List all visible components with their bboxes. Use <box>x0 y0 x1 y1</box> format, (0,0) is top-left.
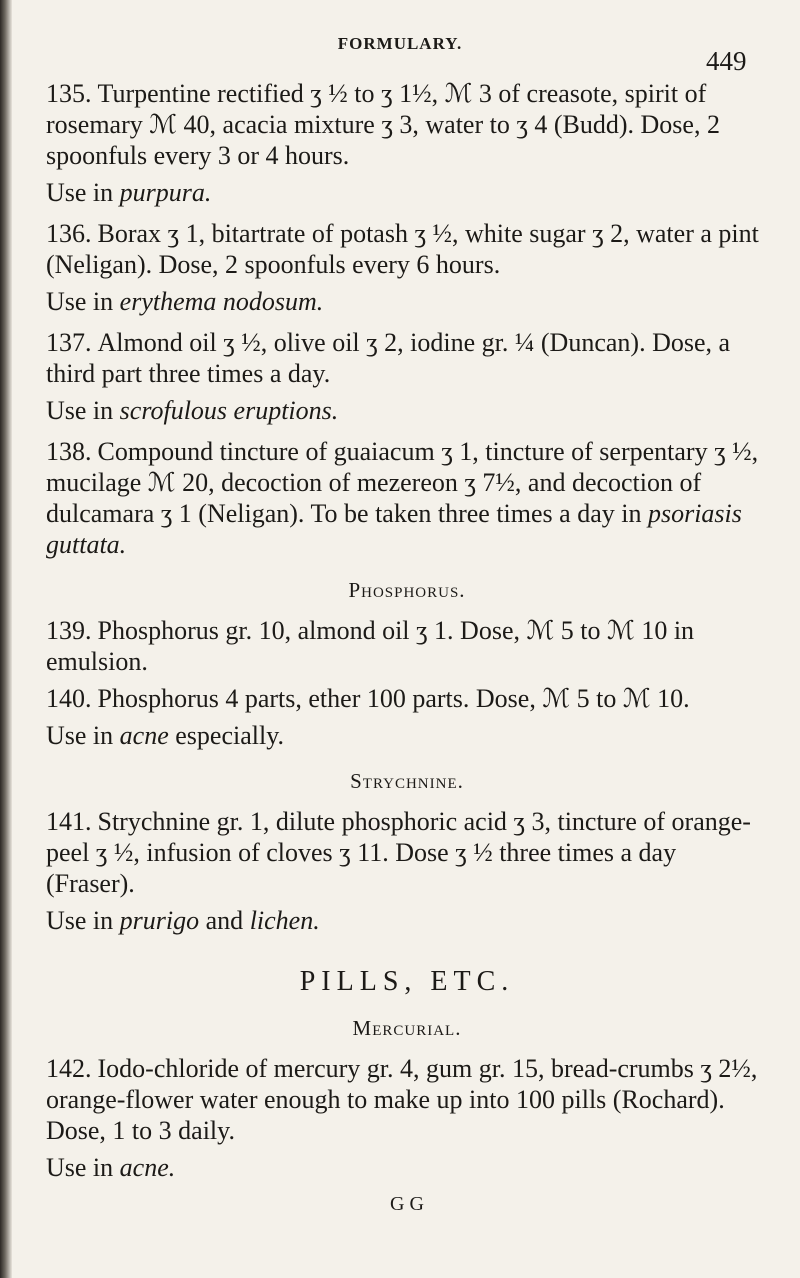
entry-text: Almond oil ʒ ½, olive oil ʒ 2, iodine gr. ¼ (Duncan). Dose, a third part three times a day. <box>46 328 731 388</box>
use-term: purpura. <box>119 178 212 207</box>
formula-entry <box>46 327 768 389</box>
formula-entry <box>46 1053 768 1146</box>
entry-number: 137. <box>46 328 92 357</box>
entry-number: 139. <box>46 616 92 645</box>
entry-text: Strychnine gr. 1, dilute phosphoric acid ʒ 3, tincture of orange-peel ʒ ½, infusion of cloves ʒ 11. Dose ʒ ½ three times a day (Fraser). <box>46 807 751 898</box>
use-term: prurigo <box>119 906 200 935</box>
entry-number: 141. <box>46 807 92 836</box>
entry-number: 136. <box>46 219 92 248</box>
use-line <box>46 286 768 317</box>
running-header: FORMULARY. <box>337 34 463 53</box>
entry-number: 142. <box>46 1054 92 1083</box>
entry-text: Iodo-chloride of mercury gr. 4, gum gr. 15, bread-crumbs ʒ 2½, orange-flower water enough to make up into 100 pills (Rochard). Dose, 1 to 3 daily. <box>46 1054 758 1145</box>
use-term: scrofulous eruptions. <box>119 396 339 425</box>
entry-number: 135. <box>46 79 92 108</box>
page-number: 449 <box>706 46 747 76</box>
use-term: erythema nodosum. <box>119 287 324 316</box>
document-body <box>46 78 768 1216</box>
use-line <box>46 1152 768 1183</box>
entry-text: Compound tincture of guaiacum ʒ 1, tincture of serpentary ʒ ½, mucilage ℳ 20, decoction of mezereon ʒ 7½, and decoction of dulcamara ʒ 1 (Neligan). To be taken three times a day in <box>46 437 759 528</box>
entry-text: Turpentine rectified ʒ ½ to ʒ 1½, ℳ 3 of creasote, spirit of rosemary ℳ 40, acacia mixture ʒ 3, water to ʒ 4 (Budd). Dose, 2 spoonfuls every 3 or 4 hours. <box>46 79 720 170</box>
entry-text: Borax ʒ 1, bitartrate of potash ʒ ½, white sugar ʒ 2, water a pint (Neligan). Dose, 2 spoonfuls every 6 hours. <box>46 219 759 279</box>
use-term: acne <box>119 721 169 750</box>
use-suffix: especially. <box>175 721 285 750</box>
use-line <box>46 905 768 936</box>
entry-number: 138. <box>46 437 92 466</box>
use-term: psoriasis guttata. <box>46 499 742 559</box>
entry-text: Phosphorus gr. 10, almond oil ʒ 1. Dose, ℳ 5 to ℳ 10 in emulsion. <box>46 616 695 676</box>
use-prefix: Use in <box>46 287 114 316</box>
signature-mark: G G <box>390 1193 424 1215</box>
use-conjunction: and <box>205 906 244 935</box>
use-line <box>46 720 768 751</box>
use-prefix: Use in <box>46 906 114 935</box>
use-prefix: Use in <box>46 178 114 207</box>
section-heading-mercurial: Mercurial. <box>352 1016 462 1040</box>
formula-entry <box>46 436 768 560</box>
section-heading-phosphorus: Phosphorus. <box>348 578 466 602</box>
section-heading-strychnine: Strychnine. <box>350 769 464 793</box>
use-line <box>46 177 768 208</box>
use-term: lichen. <box>249 906 320 935</box>
use-prefix: Use in <box>46 721 114 750</box>
page-binding-edge <box>0 0 12 1278</box>
formula-entry <box>46 218 768 280</box>
formula-entry <box>46 78 768 171</box>
use-term: acne. <box>119 1153 176 1182</box>
formula-entry <box>46 806 768 899</box>
formula-entry <box>46 615 768 677</box>
entry-text: Phosphorus 4 parts, ether 100 parts. Dose, ℳ 5 to ℳ 10. <box>97 684 690 713</box>
entry-number: 140. <box>46 684 92 713</box>
use-prefix: Use in <box>46 1153 114 1182</box>
major-heading-pills: PILLS, ETC. <box>299 966 515 997</box>
use-prefix: Use in <box>46 396 114 425</box>
formula-entry <box>46 683 768 714</box>
use-line <box>46 395 768 426</box>
